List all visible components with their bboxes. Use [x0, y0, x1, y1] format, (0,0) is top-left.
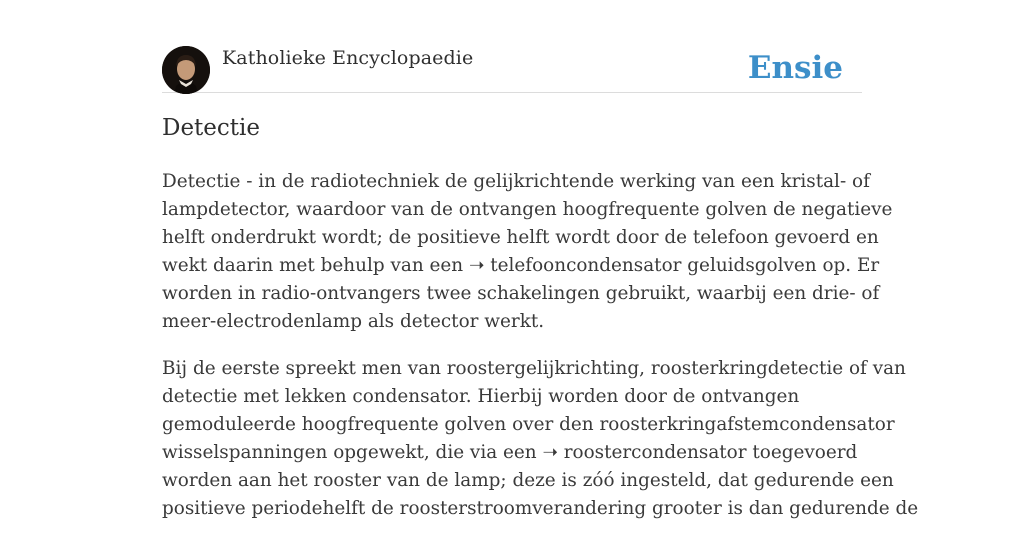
text-line: positieve periodehelft de roosterstroomverandering grooter is dan gedurende de	[162, 498, 919, 519]
article-body	[162, 168, 919, 542]
avatar[interactable]	[162, 46, 210, 94]
paragraph	[162, 355, 919, 523]
paragraph	[162, 168, 893, 336]
text-line: lampdetector, waardoor van de ontvangen hoogfrequente golven de negatieve	[162, 199, 893, 220]
portrait-icon	[162, 46, 210, 94]
text-line: Detectie - in de radiotechniek de gelijkrichtende werking van een kristal- of	[162, 171, 870, 192]
text-line: worden aan het rooster van de lamp; deze is zóó ingesteld, dat gedurende een	[162, 470, 894, 491]
text-line: helft onderdrukt wordt; de positieve helft wordt door de telefoon gevoerd en	[162, 227, 879, 248]
brand-logo[interactable]: Ensie	[747, 50, 843, 86]
site-header	[162, 46, 862, 93]
text-line: gemoduleerde hoogfrequente golven over den roosterkringafstemcondensator	[162, 414, 895, 435]
text-line: wisselspanningen opgewekt, die via een ➝ roostercondensator toegevoerd	[162, 442, 858, 463]
page-title: Detectie	[162, 115, 260, 141]
text-line: detectie met lekken condensator. Hierbij worden door de ontvangen	[162, 386, 800, 407]
text-line: worden in radio-ontvangers twee schakelingen gebruikt, waarbij een drie- of	[162, 283, 880, 304]
text-line: Bij de eerste spreekt men van roostergelijkrichting, roosterkringdetectie of van	[162, 358, 906, 379]
text-line: wekt daarin met behulp van een ➝ telefooncondensator geluidsgolven op. Er	[162, 255, 880, 276]
site-name[interactable]: Katholieke Encyclopaedie	[222, 47, 474, 69]
text-line: meer-electrodenlamp als detector werkt.	[162, 311, 545, 332]
